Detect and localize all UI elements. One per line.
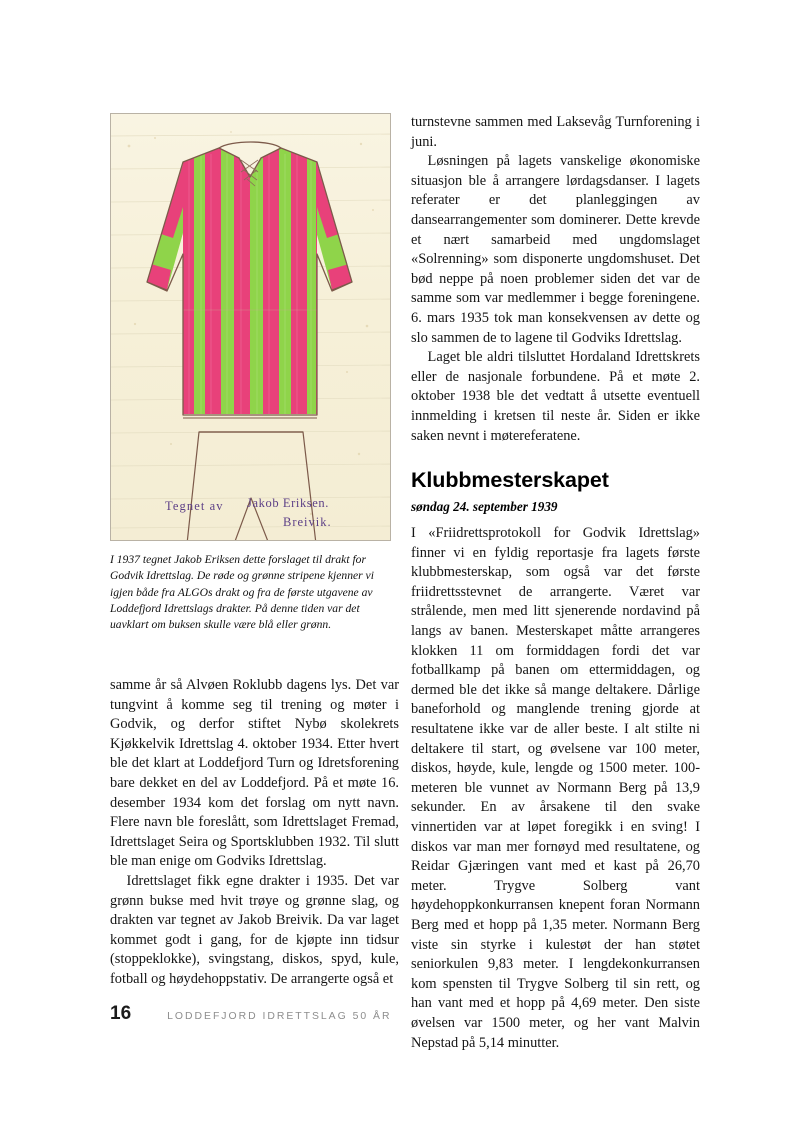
stamp-line-1: Tegnet av — [165, 499, 224, 513]
page-footer — [110, 1003, 391, 1025]
stamp-line-3: Breivik. — [283, 515, 332, 529]
footer-running-title: LODDEFJORD IDRETTSLAG 50 ÅR — [167, 1011, 392, 1022]
paragraph: turnstevne sammen med Laksevåg Turnforening i juni. — [411, 114, 700, 150]
heading-spacer — [411, 446, 700, 468]
paragraph: samme år så Alvøen Roklubb dagens lys. Det var tungvint å komme seg til trening og møter i Godvik, og derfor stiftet Nybø skolekrets Kjøkkelvik Idrettslag 4. oktober 1934. Etter hvert ble det klart at Loddefjord Turn og Idretsforening bare dekket en del av Loddefjord. På et møte 16. desember 1934 kom det forslag om nytt navn. Flere navn ble foreslått, som Idrettslaget Fremad, Idrettslaget Seira og Sportsklubben 1932. Til slutt ble man enige om Godviks Idrettslag. — [110, 677, 399, 870]
section-heading: Klubbmesterskapet — [411, 468, 609, 493]
right-body-column — [411, 113, 700, 1053]
figure-column — [110, 113, 399, 633]
figure-caption: I 1937 tegnet Jakob Eriksen dette forslaget til drakt for Godvik Idrettslag. De røde og grønne stripene kjenner vi igjen både fra ALGOs drakt og fra de første utgavene av Loddefjord Idrettslags drakter. På denne tiden var det uavklart om buksen skulle være blå eller grønn. — [110, 553, 374, 632]
jersey-drawing-figure — [110, 113, 391, 541]
torso-stripes — [171, 142, 331, 428]
stamp-line-2: Jakob Eriksen. — [247, 496, 329, 510]
page-number: 16 — [110, 1003, 132, 1024]
section-subheading: søndag 24. september 1939 — [411, 499, 558, 515]
paragraph: I «Friidrettsprotokoll for Godvik Idrettslag» finner vi en fyldig reportasje fra lagets første klubbmesterskap, som også var det første friidrettsstevnet de arrangerte. Været var strålende, men med litt sjenerende nordavind på langs av banen. Mesterskapet måtte arrangeres klokken 11 om formiddagen fordi det var fotballkamp på banen om ettermiddagen, og dermed ble det ikke så mange deltakere. Dårlige baneforhold og manglende trening gjorde at resultatene ikke var de aller beste. I alt stilte ni deltakere til start, og øvelsene var 100 meter, diskos, høyde, kule, lengde og 1500 meter. 100-meteren ble vunnet av Normann Berg på 13,9 sekunder. En av årsakene til den svake vinnertiden var at løpet foregikk i en sving! I diskos var man mer fornøyd med resultatene, og Reidar Gjæringen vant med et kast på 26,70 meter. Trygve Solberg vant høydehoppkonkurransen knepent foran Normann Berg med et hopp på 1,35 meter. Normann Berg viste sin styrke i kulestøt der han støtet seniorkulen 9,83 meter. I lengdekonkurransen kom spensten til Trygve Solberg til sin rett, og han vant med et hopp på 4,69 meter. Den siste øvelsen var 1500 meter, og her vant Malvin Nepstad på 5,14 minutter. — [411, 525, 700, 1051]
paragraph: Idrettslaget fikk egne drakter i 1935. Det var grønn bukse med hvit trøye og grønne slag, og drakten var tegnet av Jakob Breivik. Da var laget kommet godt i gang, for de kjøpte inn tidsur (stoppeklokke), svingstang, diskos, spyd, kule, fotball og høydehoppstativ. De arrangerte også et — [110, 872, 399, 987]
jersey-drawing-svg — [111, 114, 390, 540]
paragraph: Løsningen på lagets vanskelige økonomiske situasjon ble å arrangere lørdagsdanser. I lagets referater er det planleggingen av dansearrangementer som dominerer. Dette krevde et nært samarbeid med ungdomslaget «Solrenning» som disponerte ungdomshuset. Det bød neppe på noen problemer siden det var de samme som var medlemmer i begge foreningene. 6. mars 1935 tok man konsekvensen av dette og slo sammen de to lagene til Godviks Idrettslag. — [411, 153, 700, 346]
left-body-column — [110, 676, 399, 990]
paragraph: Laget ble aldri tilsluttet Hordaland Idrettskrets eller de nasjonale forbundene. På et møte 2. oktober 1938 ble det vedtatt å utsette eventuell innmelding i kretsen til neste år. Siden er ikke saken nevnt i møtereferatene. — [411, 349, 700, 444]
